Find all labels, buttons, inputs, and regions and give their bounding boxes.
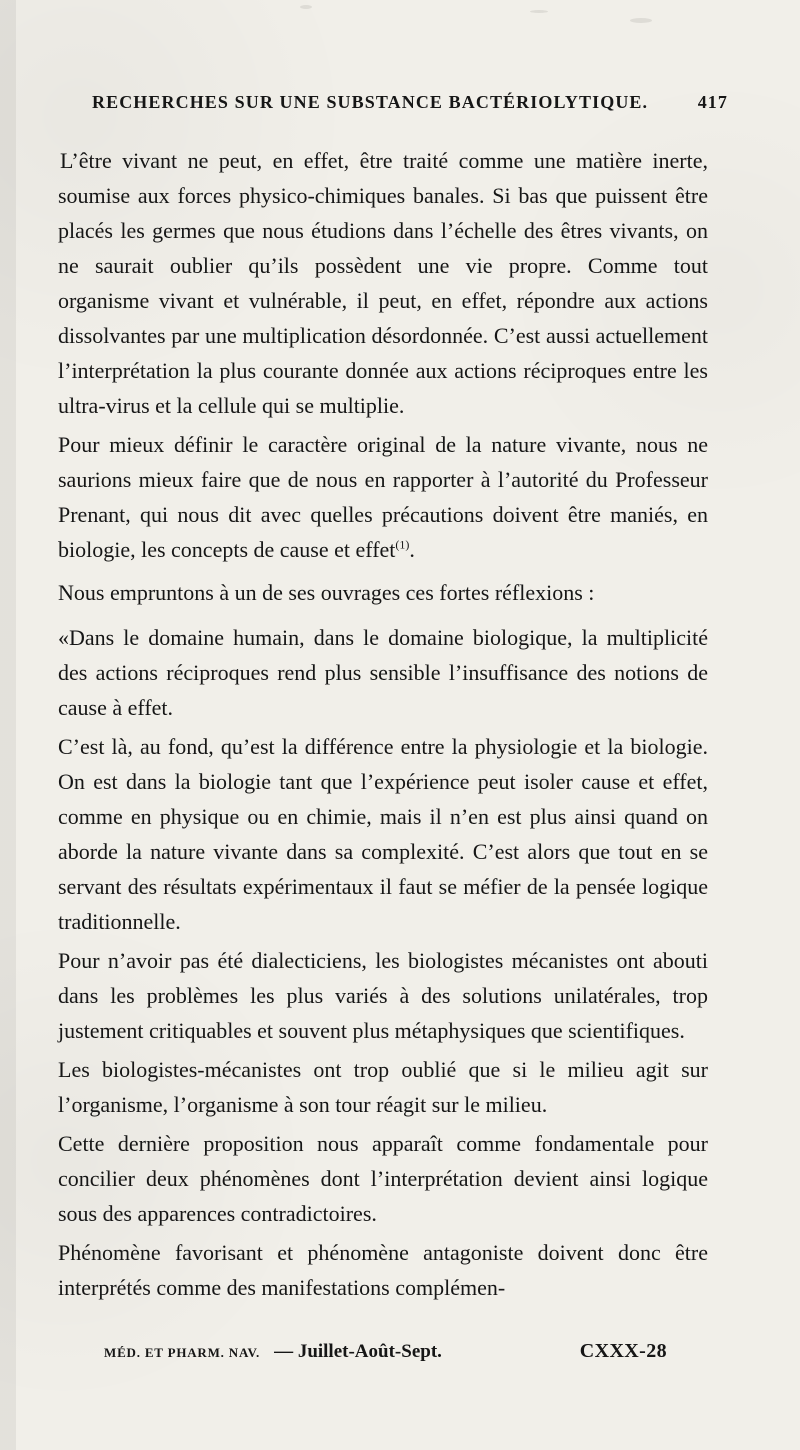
scan-mark (630, 18, 652, 23)
quote-paragraph-3: Pour n’avoir pas été dialecticiens, les biologistes mécanistes ont abouti dans les problèmes les plus variés à des solutions unilatérales, trop justement critiquables et souvent plus métaphysiques que scientifiques. (58, 948, 708, 1043)
paragraph-3: Nous empruntons à un de ses ouvrages ces fortes réflexions : (58, 580, 595, 605)
running-title: RECHERCHES SUR UNE SUBSTANCE BACTÉRIOLYTIQUE. (92, 92, 649, 112)
scan-mark (530, 10, 548, 13)
quote-paragraph-5: Cette dernière proposition nous apparaît comme fondamentale pour concilier deux phénomènes dont l’interprétation devient ainsi logique sous des apparences contradictoires. (58, 1131, 708, 1226)
issue-date: — Juillet-Août-Sept. (274, 1341, 442, 1362)
article-body (58, 143, 708, 1305)
journal-name: MÉD. ET PHARM. NAV. (104, 1345, 261, 1360)
page-header (92, 92, 728, 113)
paragraph-2: Pour mieux définir le caractère original de la nature vivante, nous ne saurions mieux faire que de nous en rapporter à l’autorité du Professeur Prenant, qui nous dit avec quelles précautions doivent être maniés, en biologie, les concepts de cause et effet$^{(1)}$. (58, 432, 708, 562)
paragraph-1: L’être vivant ne peut, en effet, être traité comme une matière inerte, soumise aux forces physico-chimiques banales. Si bas que puissent être placés les germes que nous étudions dans l’échelle des êtres vivants, on ne saurait oublier qu’ils possèdent une vie propre. Comme tout organisme vivant et vulnérable, il peut, en effet, répondre aux actions dissolvantes par une multiplication désordonnée. C’est aussi actuellement l’interprétation la plus courante donnée aux actions réciproques entre les ultra-virus et la cellule qui se multiplie. (58, 148, 708, 418)
page-footer (104, 1340, 667, 1363)
quote-paragraph-4: Les biologistes-mécanistes ont trop oublié que si le milieu agit sur l’organisme, l’organisme à son tour réagit sur le milieu. (58, 1057, 708, 1117)
quote-paragraph-1: «Dans le domaine humain, dans le domaine biologique, la multiplicité des actions réciproques rend plus sensible l’insuffisance des notions de cause à effet. (58, 625, 708, 720)
quote-paragraph-2: C’est là, au fond, qu’est la différence entre la physiologie et la biologie. On est dans la biologie tant que l’expérience peut isoler cause et effet, comme en physique ou en chimie, mais il n’en est plus ainsi quand on aborde la nature vivante dans sa complexité. C’est alors que tout en se servant des résultats expérimentaux il faut se méfier de la pensée logique traditionnelle. (58, 734, 708, 934)
footer-left (104, 1341, 442, 1363)
quote-paragraph-6: Phénomène favorisant et phénomène antagoniste doivent donc être interprétés comme des manifestations complémen- (58, 1240, 708, 1300)
paragraph-2-text: Pour mieux définir le caractère original de la nature vivante, nous ne saurions mieux faire que de nous en rapporter à l’autorité du Professeur Prenant, qui nous dit avec quelles précautions doivent être maniés, en biologie, les concepts de cause et effet (58, 432, 708, 562)
signature-code: CXXX-28 (579, 1340, 667, 1362)
scan-mark (300, 5, 312, 9)
page-number: 417 (697, 92, 728, 112)
footnote-reference: (1) (395, 537, 410, 552)
